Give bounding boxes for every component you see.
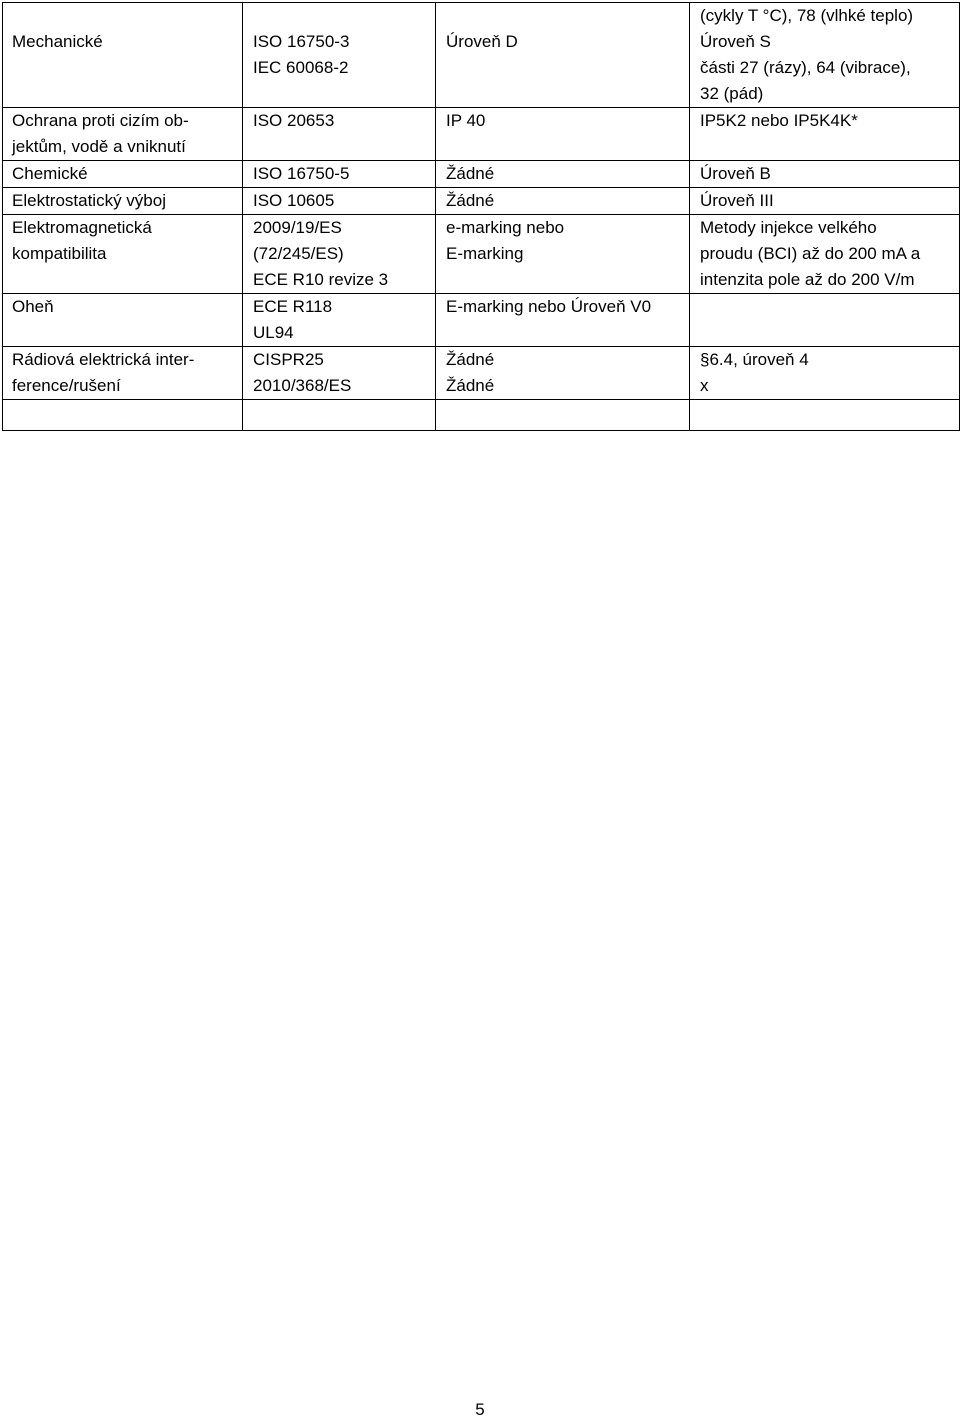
table-row xyxy=(3,108,960,161)
standard-cell: ECE R118 UL94 xyxy=(243,294,436,347)
empty-cell xyxy=(243,400,436,431)
empty-cell xyxy=(690,400,960,431)
standard-cell: 2009/19/ES (72/245/ES) ECE R10 revize 3 xyxy=(243,215,436,294)
test-category-cell: Chemické xyxy=(3,161,243,188)
level-cell: Úroveň D xyxy=(436,3,690,108)
level-cell: Žádné Žádné xyxy=(436,347,690,400)
page-number: 5 xyxy=(475,1400,485,1419)
table-row xyxy=(3,294,960,347)
table-row xyxy=(3,3,960,108)
table-row xyxy=(3,188,960,215)
test-category-cell: Elektrostatický výboj xyxy=(3,188,243,215)
empty-cell xyxy=(436,400,690,431)
empty-cell xyxy=(3,400,243,431)
level-cell: IP 40 xyxy=(436,108,690,161)
requirement-cell: (cykly T °C), 78 (vlhké teplo) Úroveň S části 27 (rázy), 64 (vibrace), 32 (pád) xyxy=(690,3,960,108)
standard-cell: ISO 10605 xyxy=(243,188,436,215)
test-category-cell: Elektromagnetická kompatibilita xyxy=(3,215,243,294)
test-category-cell: Oheň xyxy=(3,294,243,347)
requirement-cell: Metody injekce velkého proudu (BCI) až do 200 mA a intenzita pole až do 200 V/m xyxy=(690,215,960,294)
level-cell: E-marking nebo Úroveň V0 xyxy=(436,294,690,347)
requirement-cell: IP5K2 nebo IP5K4K* xyxy=(690,108,960,161)
table-row xyxy=(3,161,960,188)
requirement-cell xyxy=(690,294,960,347)
test-category-cell: Mechanické xyxy=(3,3,243,108)
table-row xyxy=(3,347,960,400)
table-row xyxy=(3,400,960,431)
test-category-cell: Rádiová elektrická inter- ference/rušení xyxy=(3,347,243,400)
table-row xyxy=(3,215,960,294)
level-cell: Žádné xyxy=(436,188,690,215)
standard-cell: ISO 16750-3 IEC 60068-2 xyxy=(243,3,436,108)
test-category-cell: Ochrana proti cizím ob- jektům, vodě a vniknutí xyxy=(3,108,243,161)
level-cell: Žádné xyxy=(436,161,690,188)
requirement-cell: Úroveň III xyxy=(690,188,960,215)
requirement-cell: §6.4, úroveň 4 x xyxy=(690,347,960,400)
standard-cell: ISO 20653 xyxy=(243,108,436,161)
standard-cell: ISO 16750-5 xyxy=(243,161,436,188)
requirement-cell: Úroveň B xyxy=(690,161,960,188)
requirements-table xyxy=(2,2,960,431)
standard-cell: CISPR25 2010/368/ES xyxy=(243,347,436,400)
level-cell: e-marking nebo E-marking xyxy=(436,215,690,294)
